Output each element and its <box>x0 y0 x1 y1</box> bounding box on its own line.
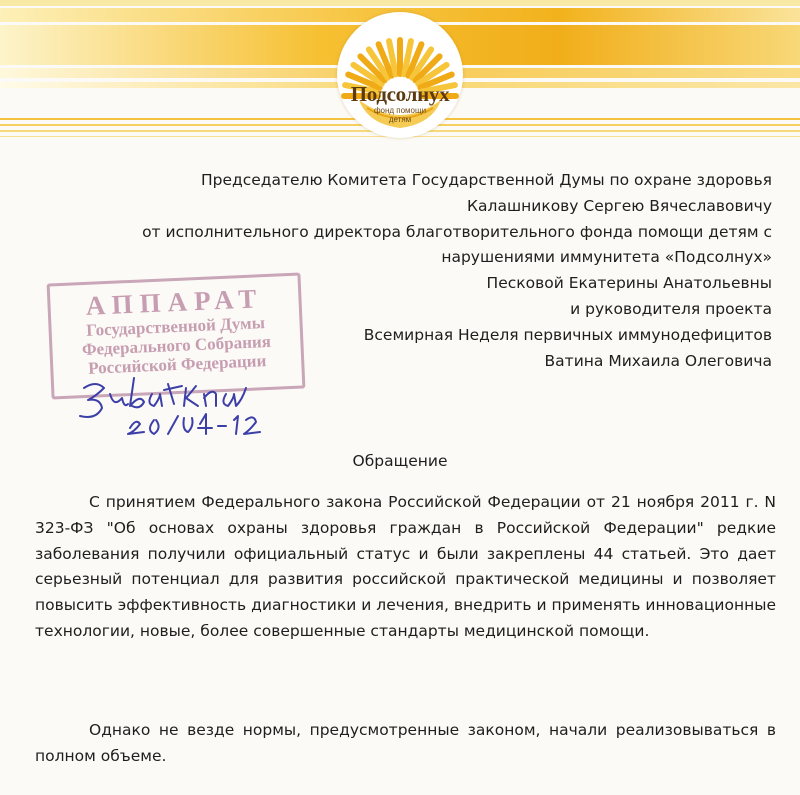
addressee-line: от исполнительного директора благотворительного фонда помощи детям с <box>142 222 772 241</box>
stamp-title: АППАРАТ <box>85 283 264 321</box>
sunflower-logo <box>337 12 463 138</box>
header-stripe <box>0 0 800 6</box>
stamp-line: Федерального Собрания <box>81 331 272 360</box>
stamp-line: Государственной Думы <box>85 313 266 340</box>
addressee-line: нарушениями иммунитета «Подсолнух» <box>441 248 772 267</box>
body-paragraph: С принятием Федерального закона Российской Федерации от 21 ноября 2011 г. N 323-ФЗ "Об основах охраны здоровья граждан в Российской Федерации" редкие заболевания получили официальный статус и были закреплены 44 статьей. Это дает серьезный потенциал для развития российской практической медицины и позволяет повысить эффективность диагностики и лечения, внедрить и применять инновационные технологии, новые, более совершенные стандарты медицинской помощи. <box>35 493 776 640</box>
addressee-line: и руководителя проекта <box>570 299 772 318</box>
logo-subtitle <box>337 106 463 124</box>
logo-subtitle-line: детям <box>388 115 412 124</box>
body-paragraph: Однако не везде нормы, предусмотренные законом, начали реализовываться в полном объеме. <box>35 721 776 765</box>
stamp-line: Российской Федерации <box>87 351 267 378</box>
document-title: Обращение <box>352 452 448 470</box>
addressee-line: Председателю Комитета Государственной Думы по охране здоровья <box>200 171 772 189</box>
addressee-line: Песковой Екатерины Анатольевны <box>486 274 772 293</box>
addressee-line: Калашникову Сергею Вячеславовичу <box>467 196 772 215</box>
addressee-line: Ватина Михаила Олеговича <box>544 351 772 370</box>
logo-subtitle-line: фонд помощи <box>373 106 427 115</box>
handwritten-signature <box>70 358 300 438</box>
logo-name: Подсолнух <box>350 82 450 106</box>
addressee-line: Всемирная Неделя первичных иммунодефицитов <box>363 325 772 344</box>
